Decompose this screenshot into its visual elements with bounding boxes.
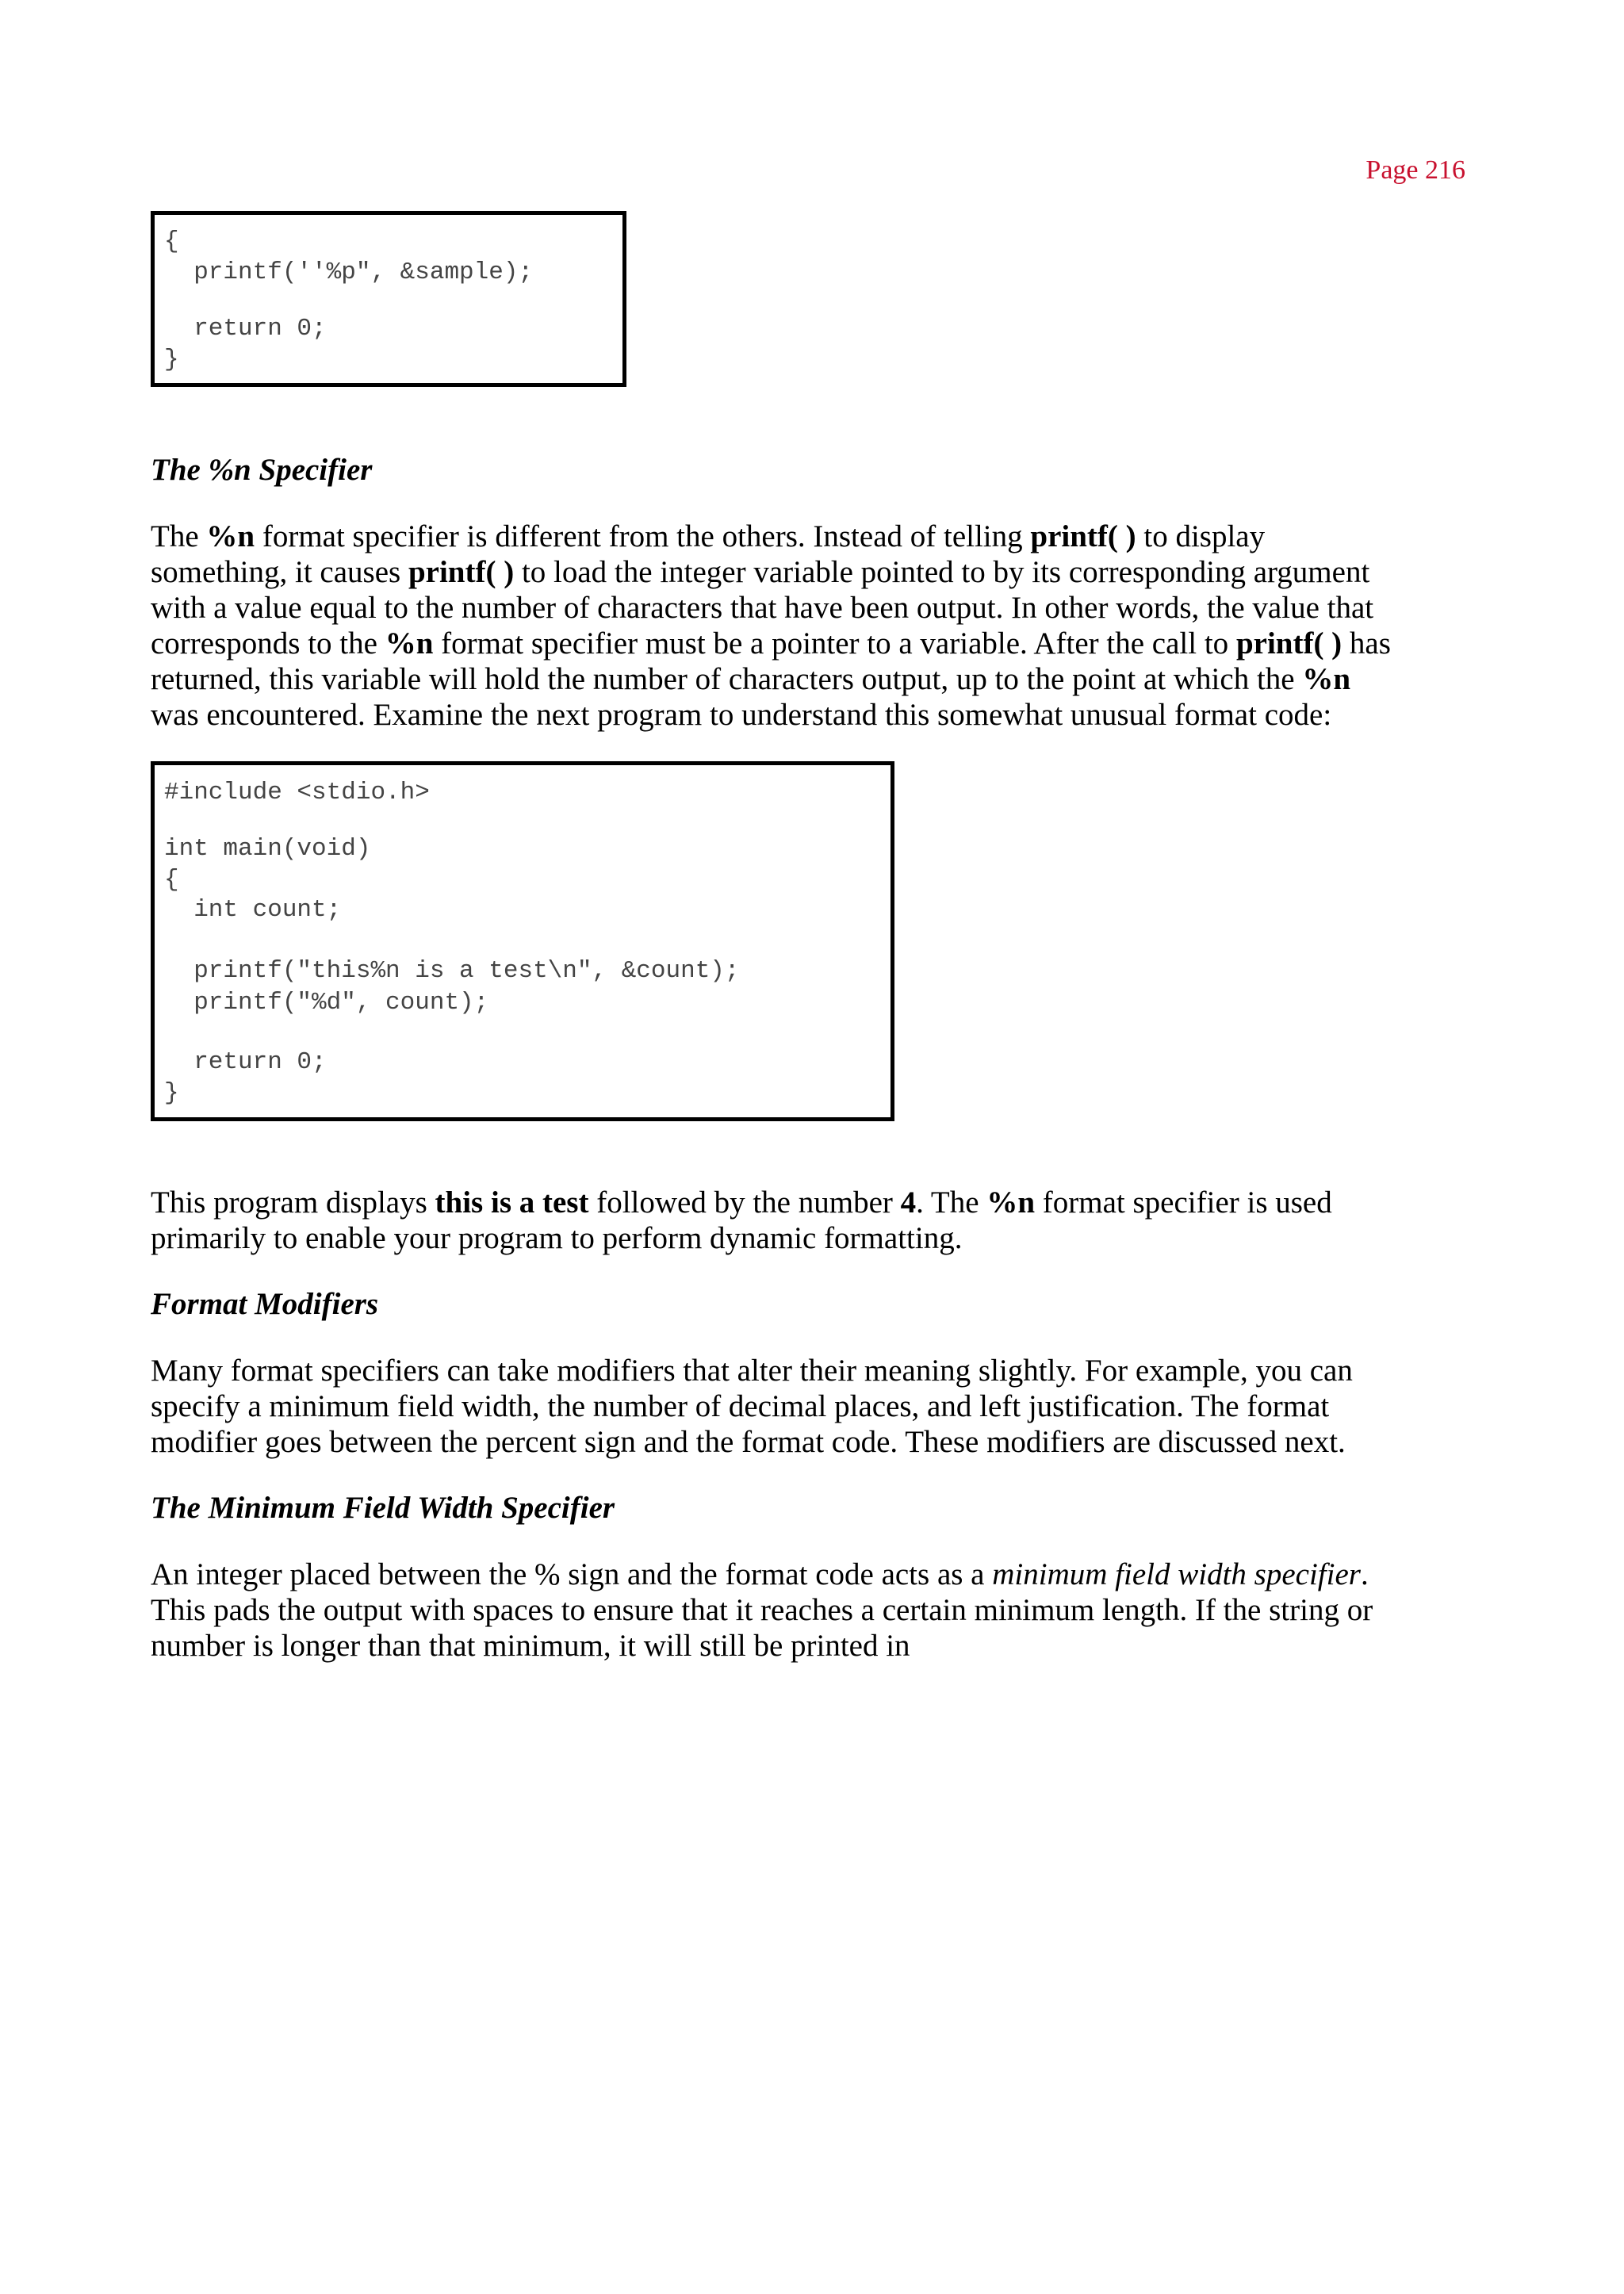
section-heading: The %n Specifier: [151, 453, 373, 487]
code-line: return 0;: [164, 1048, 327, 1076]
code-line: }: [164, 346, 179, 373]
code-line: #include <stdio.h>: [164, 779, 430, 806]
code-block-2: [151, 761, 894, 1121]
code-line: printf("%d", count);: [164, 989, 489, 1017]
code-block-1: [151, 211, 626, 387]
code-line: int count;: [164, 896, 342, 924]
paragraph: An integer placed between the % sign and the format code acts as a minimum field width specifier. This pads the output with spaces to ensure that it reaches a certain minimum length. If the string or number is longer than that minimum, it will still be printed in: [151, 1557, 1373, 1663]
section-heading: The Minimum Field Width Specifier: [151, 1491, 615, 1525]
code-line: }: [164, 1079, 179, 1107]
code-line: {: [164, 866, 179, 894]
paragraph: This program displays this is a test followed by the number 4. The %n format specifier is used primarily to enable your program to perform dynamic formatting.: [151, 1185, 1332, 1255]
code-line: printf("this%n is a test\n", &count);: [164, 957, 740, 985]
code-line: int main(void): [164, 835, 371, 863]
code-line: return 0;: [164, 315, 327, 343]
code-line: printf(''%p", &sample);: [164, 259, 534, 286]
page-number: Page 216: [1365, 155, 1465, 185]
section-heading: Format Modifiers: [151, 1287, 379, 1321]
paragraph: The %n format specifier is different from the others. Instead of telling printf( ) to display something, it causes printf( ) to load the integer variable pointed to by its corresponding argument with a value equal to the number of characters that have been output. In other words, the value that corresponds to the %n format specifier must be a pointer to a variable. After the call to printf( ) has returned, this variable will hold the number of characters output, up to the point at which the %n was encountered. Examine the next program to understand this somewhat unusual format code:: [151, 519, 1391, 732]
paragraph: Many format specifiers can take modifiers that alter their meaning slightly. For example, you can specify a minimum field width, the number of decimal places, and left justification. The format modifier goes between the percent sign and the format code. These modifiers are discussed next.: [151, 1354, 1353, 1459]
code-line: {: [164, 228, 179, 255]
